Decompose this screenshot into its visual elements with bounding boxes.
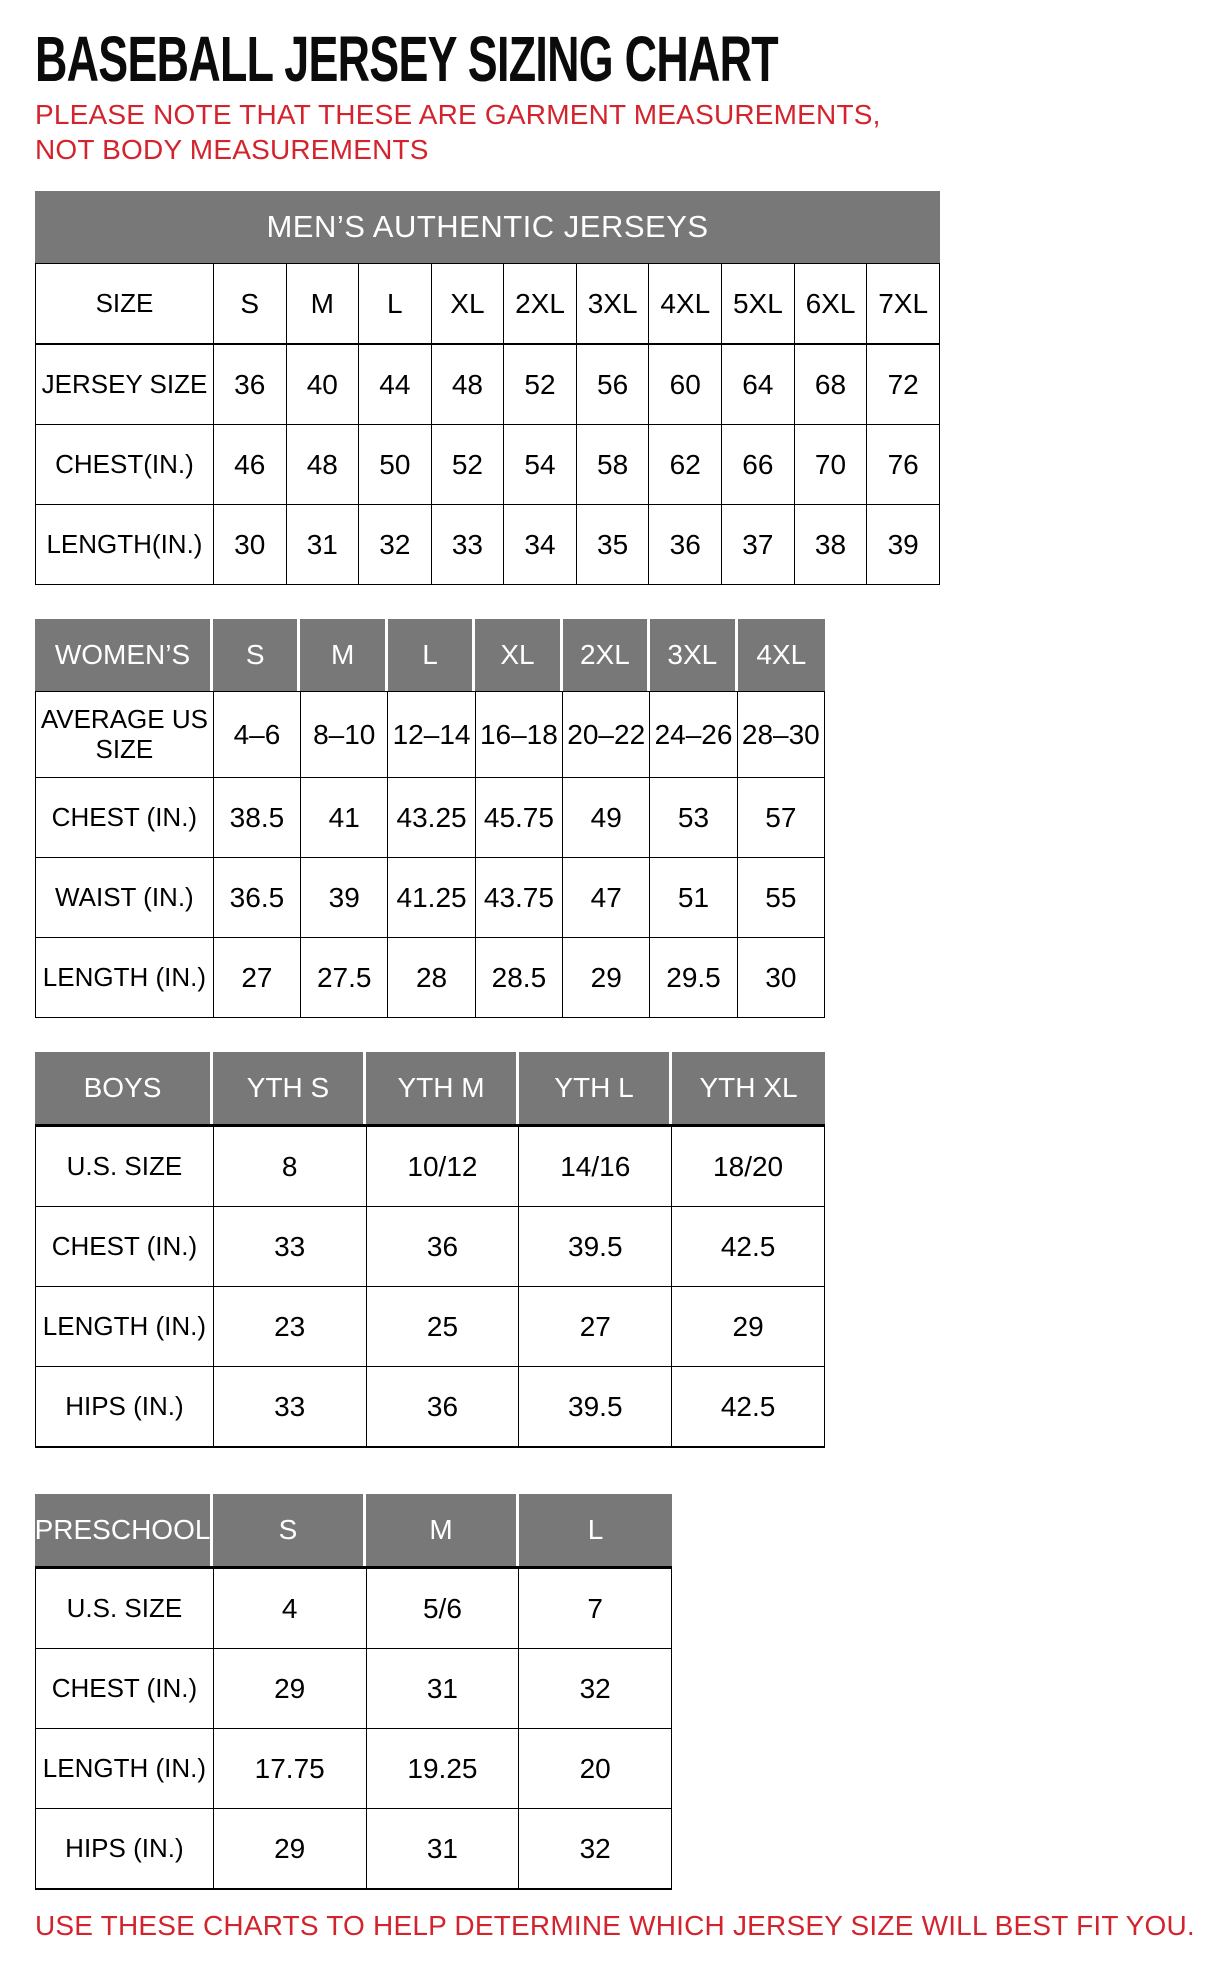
- page-title: BASEBALL JERSEY SIZING CHART: [35, 23, 778, 95]
- boys-row-chest-in: [36, 1207, 825, 1287]
- value-cell: 43.25: [388, 778, 475, 858]
- value-cell: 4–6: [213, 692, 300, 778]
- value-cell: 60: [649, 344, 722, 425]
- value-cell: 44: [359, 344, 432, 425]
- boys-sizing-table: [35, 1052, 825, 1448]
- value-cell: 68: [794, 344, 867, 425]
- value-cell: 36: [366, 1207, 519, 1287]
- value-cell: 28: [388, 938, 475, 1018]
- mens-row-length-in: [36, 505, 940, 585]
- boys-header-yth-l: YTH L: [519, 1052, 672, 1124]
- preschool-row-u-s-size: [36, 1568, 672, 1649]
- value-cell: 23: [213, 1287, 366, 1367]
- value-cell: 31: [366, 1809, 519, 1890]
- mens-row-chest-in: [36, 425, 940, 505]
- womens-header-4xl: 4XL: [738, 619, 825, 691]
- value-cell: 45.75: [475, 778, 562, 858]
- value-cell: 42.5: [672, 1207, 825, 1287]
- womens-header-row: [35, 619, 825, 691]
- value-cell: 7: [519, 1568, 672, 1649]
- value-cell: 27.5: [301, 938, 388, 1018]
- value-cell: 39.5: [519, 1207, 672, 1287]
- value-cell: 18/20: [672, 1126, 825, 1207]
- value-cell: 48: [286, 425, 359, 505]
- value-cell: 57: [737, 778, 824, 858]
- value-cell: 43.75: [475, 858, 562, 938]
- value-cell: 30: [737, 938, 824, 1018]
- preschool-row-chest-in: [36, 1649, 672, 1729]
- value-cell: 36: [213, 344, 286, 425]
- womens-header-l: L: [388, 619, 475, 691]
- value-cell: 66: [722, 425, 795, 505]
- value-cell: 30: [213, 505, 286, 585]
- boys-header-yth-xl: YTH XL: [672, 1052, 825, 1124]
- row-label-cell: JERSEY SIZE: [36, 344, 214, 425]
- value-cell: M: [286, 264, 359, 345]
- boys-header-label: BOYS: [35, 1052, 213, 1124]
- row-label-cell: CHEST (IN.): [36, 1207, 214, 1287]
- value-cell: 27: [213, 938, 300, 1018]
- value-cell: 41.25: [388, 858, 475, 938]
- value-cell: 36.5: [213, 858, 300, 938]
- womens-row-chest-in: [36, 778, 825, 858]
- womens-header-s: S: [213, 619, 300, 691]
- preschool-header-s: S: [213, 1494, 366, 1566]
- value-cell: 8–10: [301, 692, 388, 778]
- womens-header-label: WOMEN’S: [35, 619, 213, 691]
- value-cell: 24–26: [650, 692, 737, 778]
- value-cell: 50: [359, 425, 432, 505]
- value-cell: 55: [737, 858, 824, 938]
- row-label-cell: CHEST (IN.): [36, 778, 214, 858]
- value-cell: 56: [576, 344, 649, 425]
- womens-row-length-in: [36, 938, 825, 1018]
- row-label-cell: AVERAGE US SIZE: [36, 692, 214, 778]
- value-cell: 29.5: [650, 938, 737, 1018]
- row-label-cell: CHEST(IN.): [36, 425, 214, 505]
- value-cell: 36: [649, 505, 722, 585]
- value-cell: 41: [301, 778, 388, 858]
- value-cell: 8: [213, 1126, 366, 1207]
- value-cell: 31: [366, 1649, 519, 1729]
- value-cell: 36: [366, 1367, 519, 1448]
- womens-header-2xl: 2XL: [563, 619, 650, 691]
- value-cell: S: [213, 264, 286, 345]
- value-cell: 42.5: [672, 1367, 825, 1448]
- row-label-cell: U.S. SIZE: [36, 1126, 214, 1207]
- boys-row-length-in: [36, 1287, 825, 1367]
- preschool-header-label: PRESCHOOL: [35, 1494, 213, 1566]
- value-cell: 64: [722, 344, 795, 425]
- value-cell: 29: [213, 1809, 366, 1890]
- boys-row-hips-in: [36, 1367, 825, 1448]
- value-cell: 3XL: [576, 264, 649, 345]
- row-label-cell: U.S. SIZE: [36, 1568, 214, 1649]
- boys-row-u-s-size: [36, 1126, 825, 1207]
- garment-measurements-note: PLEASE NOTE THAT THESE ARE GARMENT MEASUREMENTS, NOT BODY MEASUREMENTS: [35, 99, 881, 166]
- value-cell: 29: [563, 938, 650, 1018]
- value-cell: 12–14: [388, 692, 475, 778]
- value-cell: 25: [366, 1287, 519, 1367]
- value-cell: 2XL: [504, 264, 577, 345]
- value-cell: 46: [213, 425, 286, 505]
- preschool-header-l: L: [519, 1494, 672, 1566]
- preschool-row-hips-in: [36, 1809, 672, 1890]
- mens-banner-title: MEN’S AUTHENTIC JERSEYS: [35, 191, 940, 263]
- value-cell: 4: [213, 1568, 366, 1649]
- value-cell: 29: [213, 1649, 366, 1729]
- value-cell: 32: [519, 1809, 672, 1890]
- womens-header-xl: XL: [475, 619, 562, 691]
- row-label-cell: HIPS (IN.): [36, 1367, 214, 1448]
- value-cell: 34: [504, 505, 577, 585]
- value-cell: 20: [519, 1729, 672, 1809]
- row-label-cell: HIPS (IN.): [36, 1809, 214, 1890]
- womens-header-3xl: 3XL: [650, 619, 737, 691]
- boys-header-yth-m: YTH M: [366, 1052, 519, 1124]
- mens-row-size: [36, 264, 940, 345]
- value-cell: 53: [650, 778, 737, 858]
- value-cell: 72: [867, 344, 940, 425]
- value-cell: 32: [359, 505, 432, 585]
- value-cell: 38.5: [213, 778, 300, 858]
- value-cell: 54: [504, 425, 577, 505]
- value-cell: 27: [519, 1287, 672, 1367]
- womens-sizing-table: [35, 619, 825, 1018]
- value-cell: 51: [650, 858, 737, 938]
- value-cell: 32: [519, 1649, 672, 1729]
- row-label-cell: LENGTH (IN.): [36, 1729, 214, 1809]
- value-cell: XL: [431, 264, 504, 345]
- value-cell: 28.5: [475, 938, 562, 1018]
- womens-row-waist-in: [36, 858, 825, 938]
- value-cell: 28–30: [737, 692, 824, 778]
- value-cell: 62: [649, 425, 722, 505]
- value-cell: 14/16: [519, 1126, 672, 1207]
- row-label-cell: LENGTH(IN.): [36, 505, 214, 585]
- value-cell: 5XL: [722, 264, 795, 345]
- value-cell: 40: [286, 344, 359, 425]
- value-cell: 39: [867, 505, 940, 585]
- value-cell: 47: [563, 858, 650, 938]
- value-cell: 31: [286, 505, 359, 585]
- womens-header-m: M: [300, 619, 387, 691]
- value-cell: 35: [576, 505, 649, 585]
- value-cell: 4XL: [649, 264, 722, 345]
- value-cell: 49: [563, 778, 650, 858]
- value-cell: 19.25: [366, 1729, 519, 1809]
- value-cell: 48: [431, 344, 504, 425]
- boys-header-yth-s: YTH S: [213, 1052, 366, 1124]
- row-label-cell: SIZE: [36, 264, 214, 345]
- preschool-header-row: [35, 1494, 672, 1566]
- row-label-cell: WAIST (IN.): [36, 858, 214, 938]
- value-cell: 17.75: [213, 1729, 366, 1809]
- row-label-cell: CHEST (IN.): [36, 1649, 214, 1729]
- mens-authentic-jerseys-table: [35, 191, 940, 585]
- value-cell: 33: [213, 1367, 366, 1448]
- preschool-row-length-in: [36, 1729, 672, 1809]
- value-cell: 39: [301, 858, 388, 938]
- value-cell: 38: [794, 505, 867, 585]
- value-cell: 7XL: [867, 264, 940, 345]
- mens-row-jersey-size: [36, 344, 940, 425]
- value-cell: 6XL: [794, 264, 867, 345]
- boys-header-row: [35, 1052, 825, 1124]
- value-cell: 29: [672, 1287, 825, 1367]
- value-cell: 52: [504, 344, 577, 425]
- value-cell: 33: [431, 505, 504, 585]
- value-cell: 37: [722, 505, 795, 585]
- value-cell: 5/6: [366, 1568, 519, 1649]
- value-cell: 39.5: [519, 1367, 672, 1448]
- preschool-sizing-table: [35, 1494, 672, 1890]
- womens-row-average-us-size: [36, 692, 825, 778]
- preschool-header-m: M: [366, 1494, 519, 1566]
- value-cell: 76: [867, 425, 940, 505]
- value-cell: 52: [431, 425, 504, 505]
- footer-note: USE THESE CHARTS TO HELP DETERMINE WHICH JERSEY SIZE WILL BEST FIT YOU.: [35, 1910, 1195, 1942]
- value-cell: 16–18: [475, 692, 562, 778]
- value-cell: 33: [213, 1207, 366, 1287]
- value-cell: 10/12: [366, 1126, 519, 1207]
- value-cell: 20–22: [563, 692, 650, 778]
- row-label-cell: LENGTH (IN.): [36, 938, 214, 1018]
- value-cell: 70: [794, 425, 867, 505]
- value-cell: L: [359, 264, 432, 345]
- value-cell: 58: [576, 425, 649, 505]
- row-label-cell: LENGTH (IN.): [36, 1287, 214, 1367]
